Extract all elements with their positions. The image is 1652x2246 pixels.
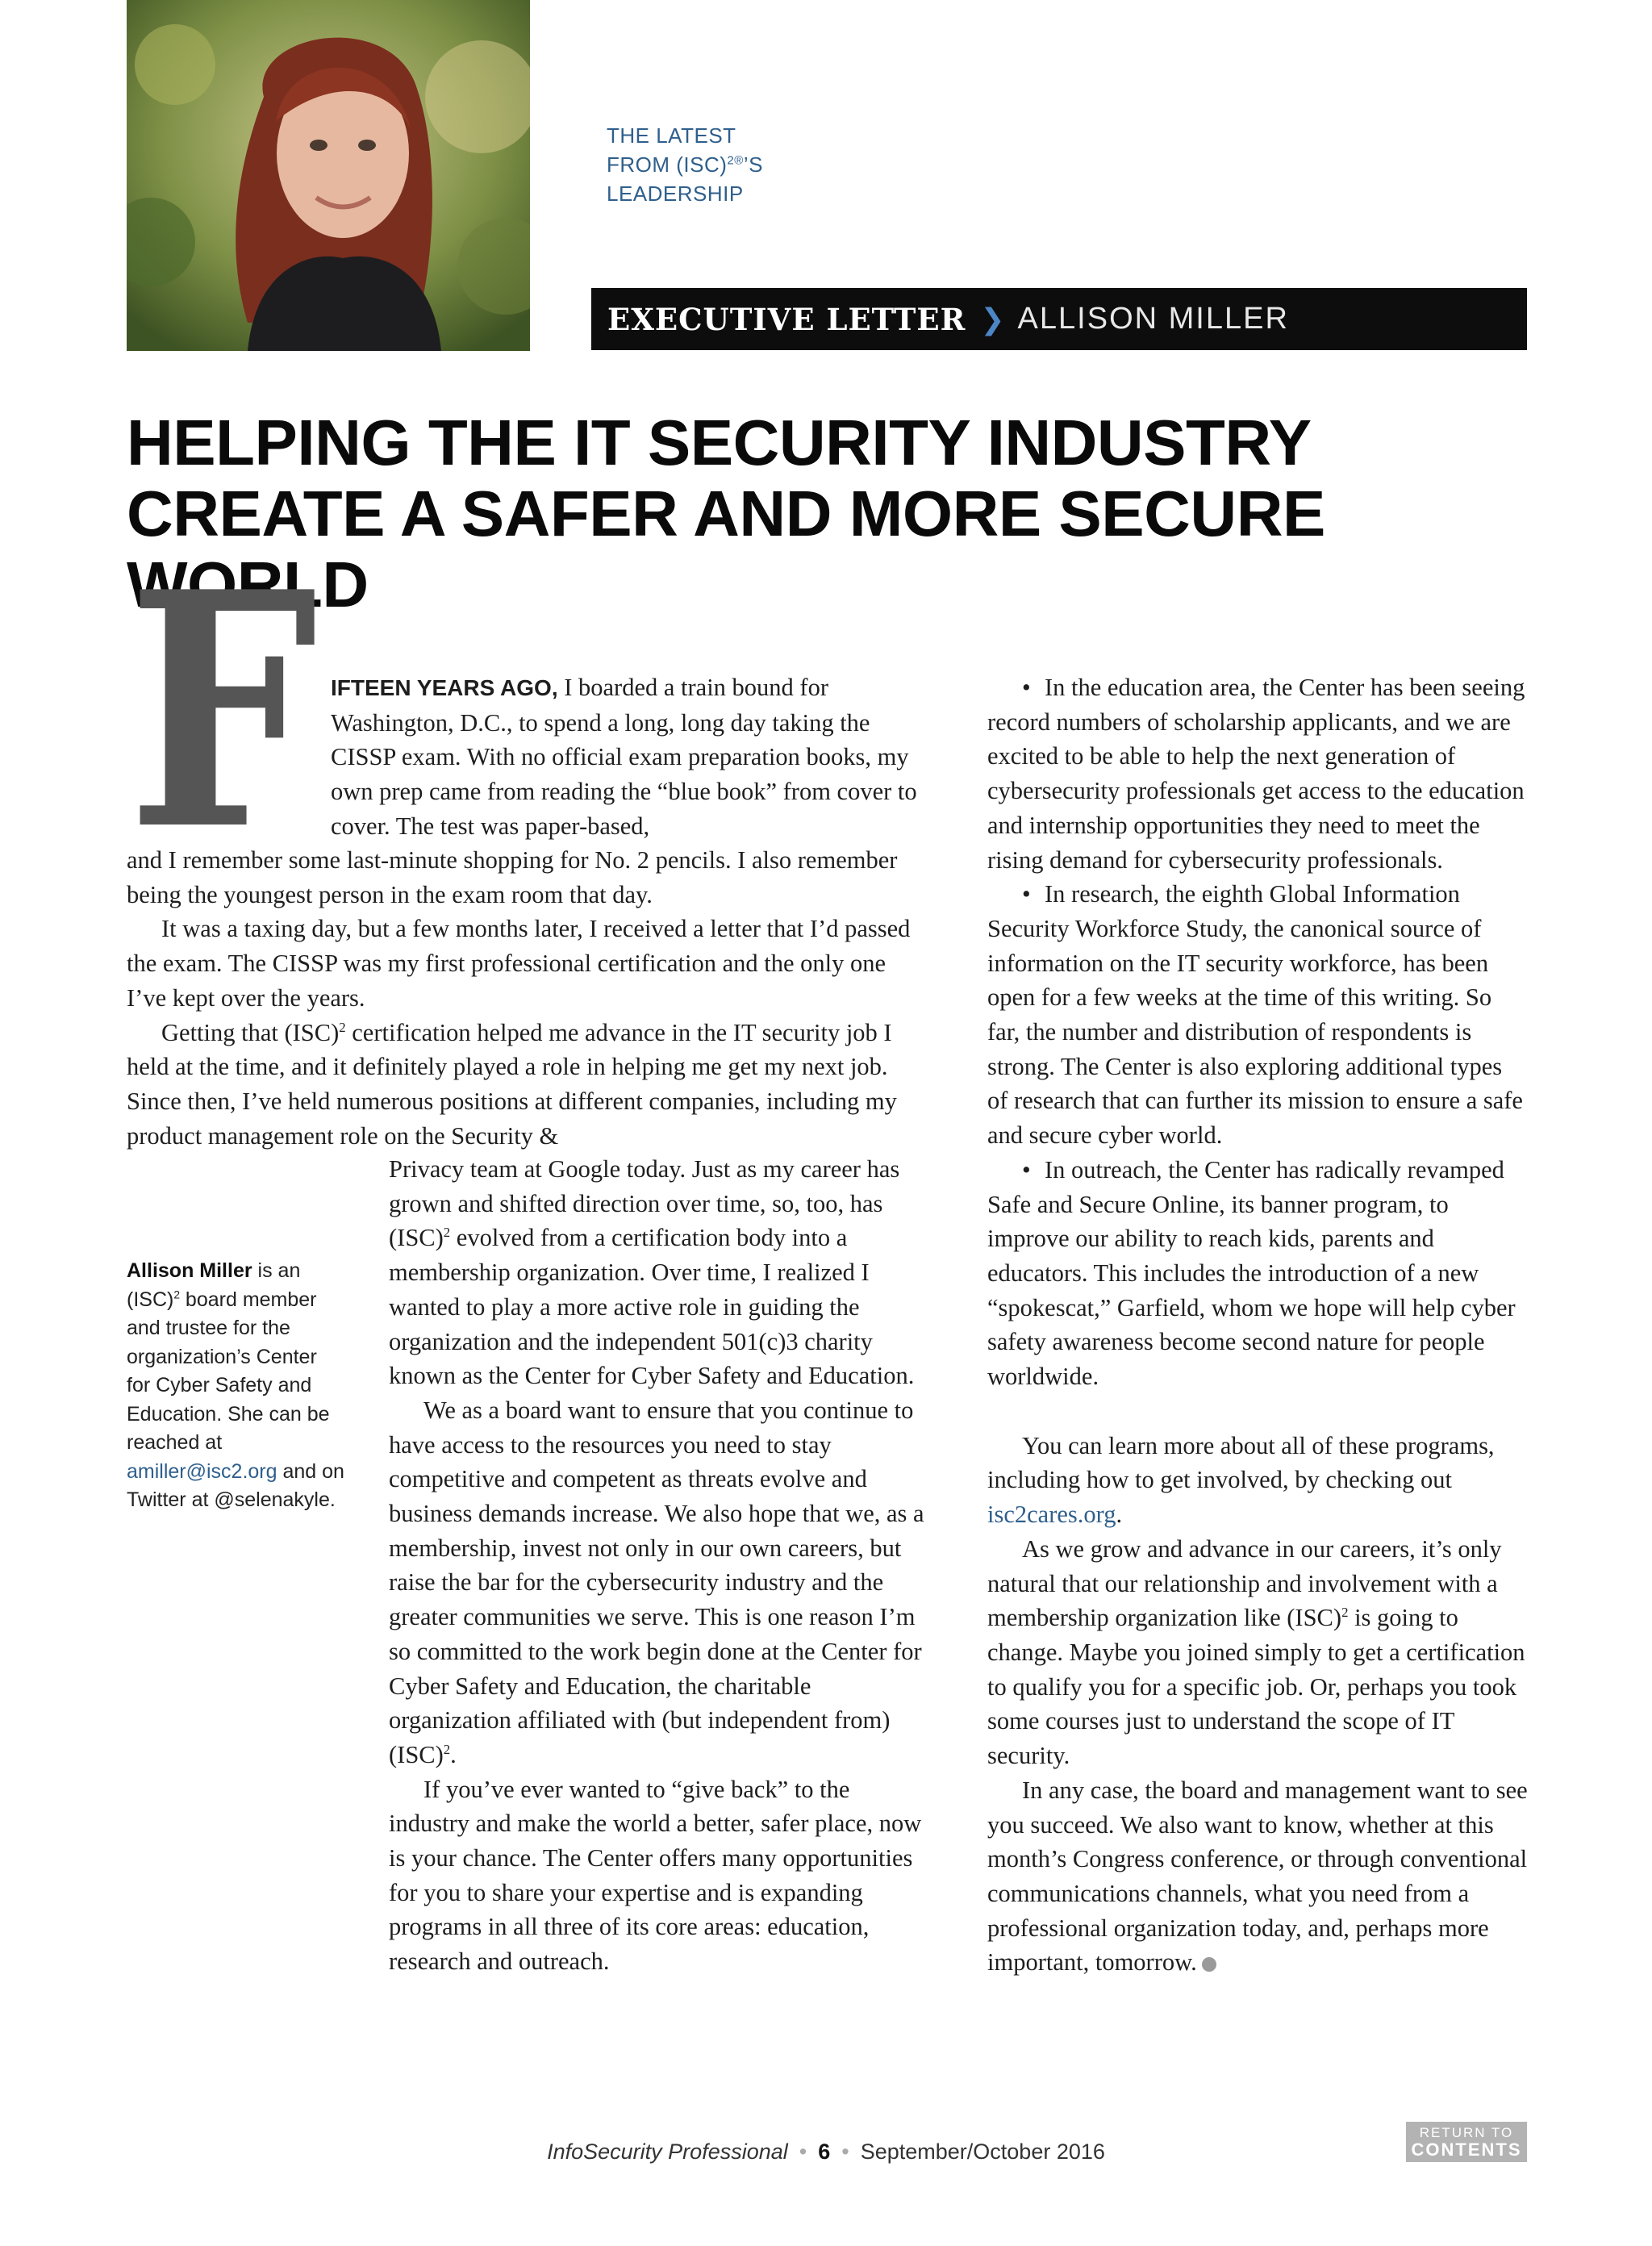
- paragraph-1-end: and I remember some last-minute shopping for No. 2 pencils. I also remember being the youngest person in the exam room that day.: [127, 846, 898, 908]
- paragraph-2: It was a taxing day, but a few months later, I received a letter that I’d passed the exam. The CISSP was my first professional certification and the only one I’ve kept over the years.: [127, 915, 911, 1012]
- learn-more-end: .: [1116, 1501, 1123, 1529]
- bullet-research-text: In research, the eighth Global Information Security Workforce Study, the canonical source of information on the IT security workforce, has been open for a few weeks at the time of this writing. So far, the number and distribution of respondents is strong. The Center is also exploring additional types of research that can further its mission to ensure a safe and secure cyber world.: [987, 880, 1523, 1150]
- paragraph-3-cont-text-end: evolved from a certification body into a membership organization. Over time, I realized I wanted to play a more active role in guiding the organization and the independent 501(c)3 charity known as the Center for Cyber Safety and Education.: [389, 1224, 915, 1390]
- paragraph-learn-more: [987, 1429, 1528, 1532]
- article-column-2: [987, 670, 1528, 1980]
- contents-label: CONTENTS: [1411, 2139, 1522, 2160]
- paragraph-3: [127, 1016, 928, 1154]
- kicker-line-2-text: FROM (ISC): [607, 152, 728, 177]
- bullet-icon: •: [1022, 880, 1031, 908]
- bullet-icon: •: [1022, 1155, 1031, 1184]
- lead-in: IFTEEN YEARS AGO,: [331, 675, 558, 700]
- return-to-contents-button[interactable]: [1406, 2122, 1527, 2162]
- superscript: 2: [339, 1019, 346, 1035]
- author-bio: [127, 1257, 344, 1515]
- paragraph-spacer: [987, 1394, 1528, 1429]
- page-number: 6: [818, 2140, 831, 2164]
- paragraph-closing: [987, 1773, 1528, 1980]
- bullet-education-text: In the education area, the Center has been seeing record numbers of scholarship applicants, and we are excited to be able to help the next generation of cybersecurity professionals get access to the education and internship opportunities they need to meet the rising demand for cybersecurity professionals.: [987, 674, 1525, 874]
- superscript: 2: [173, 1288, 180, 1301]
- kicker-line-3: LEADERSHIP: [607, 182, 744, 206]
- grow-text-end: is going to change. Maybe you joined simply to get a certification to qualify you for a specific job. Or, perhaps you took some courses just to understand the scope of IT security.: [987, 1604, 1525, 1770]
- author-email-link[interactable]: amiller@isc2.org: [127, 1459, 277, 1483]
- issue-date: September/October 2016: [860, 2140, 1105, 2164]
- bullet-research: [987, 877, 1528, 1153]
- page-title: [127, 407, 1579, 620]
- paragraph-4-text: We as a board want to ensure that you continue to have access to the resources you need to stay competitive and competent as threats evolve and business demands increase. We also hope that we, as a membership, invest not only in our own careers, but raise the bar for the cybersecurity industry and the greater communities we serve. This is one reason I’m so committed to the work begin done at the Center for Cyber Safety and Education, the charitable organization affiliated with (but independent from) (ISC): [389, 1396, 924, 1768]
- bio-text-cont: board member and trustee for the organization’s Center for Cyber Safety and Education. She can be reached at: [127, 1288, 330, 1454]
- paragraph-4: [389, 1393, 928, 1772]
- paragraph-3-cont-text: Privacy team at Google today. Just as my career has grown and shifted direction over time, so, too, has (ISC): [389, 1155, 900, 1252]
- kicker-line-2-suffix: ’S: [743, 152, 763, 177]
- footer-separator: •: [841, 2140, 849, 2164]
- paragraph-3-text: Getting that (ISC): [161, 1018, 340, 1046]
- kicker-superscript: 2®: [727, 153, 744, 168]
- paragraph-grow: [987, 1532, 1528, 1773]
- chevron-right-icon: ❯: [980, 302, 1005, 336]
- article-column-1-bottom: [389, 1152, 928, 1979]
- bullet-outreach: [987, 1153, 1528, 1394]
- author-photo: [127, 0, 530, 351]
- bullet-outreach-text: In outreach, the Center has radically revamped Safe and Secure Online, its banner program, to improve our ability to reach kids, parents and educators. This includes the introduction of a new “spokescat,” Garfield, whom we hope will help cyber safety awareness become second nature for people worldwide.: [987, 1155, 1516, 1391]
- paragraph-1-text: I boarded a train bound for Washington, D.C., to spend a long, long day taking the CISSP exam. With no official exam preparation books, my own prep came from reading the “blue book” from cover to cover. The test was paper-based,: [331, 674, 917, 840]
- drop-cap-letter: F: [127, 582, 318, 833]
- superscript: 2: [443, 1225, 451, 1241]
- paragraph-3-text-end: certification helped me advance in the IT security job I held at the time, and it definitely played a role in helping me get my next job. Since then, I’ve held numerous positions at different companies, including my product management role on the Security &: [127, 1018, 897, 1150]
- drop-cap: [127, 582, 318, 833]
- banner-label: EXECUTIVE LETTER: [607, 301, 966, 337]
- headline-line-2: CREATE A SAFER AND MORE SECURE WORLD: [127, 478, 1325, 620]
- paragraph-5: If you’ve ever wanted to “give back” to the industry and make the world a better, safer place, now is your chance. The Center offers many opportunities for you to share your expertise and is expanding programs in all three of its core areas: education, research and outreach.: [389, 1775, 922, 1976]
- superscript: 2: [1341, 1605, 1349, 1621]
- kicker-line-2: [607, 150, 849, 179]
- bullet-icon: •: [1022, 674, 1031, 701]
- section-banner: [591, 288, 1527, 350]
- bio-text: is an (ISC): [127, 1259, 301, 1311]
- paragraph-1-start: [331, 670, 928, 844]
- paragraph-3-continued: [389, 1152, 928, 1393]
- return-to-label: RETURN TO: [1419, 2124, 1514, 2140]
- author-portrait-image: [127, 0, 530, 351]
- article-column-1-middle: [127, 843, 928, 1153]
- article-column-1-top: [331, 670, 928, 844]
- learn-more-text: You can learn more about all of these programs, including how to get involved, by checking out: [987, 1431, 1495, 1494]
- headline-line-1: HELPING THE IT SECURITY INDUSTRY: [127, 407, 1312, 478]
- banner-author: ALLISON MILLER: [1017, 302, 1289, 336]
- bio-text-end: and on Twitter at @selenakyle.: [127, 1459, 344, 1511]
- author-name: Allison Miller: [127, 1259, 252, 1282]
- footer-separator: •: [799, 2140, 807, 2164]
- isc2cares-link[interactable]: isc2cares.org: [987, 1501, 1116, 1529]
- page-footer: [0, 2140, 1652, 2165]
- section-kicker: [607, 121, 849, 208]
- closing-text: In any case, the board and management want to see you succeed. We also want to know, whether at this month’s Congress conference, or through conventional communications channels, what you need from a professional organization today, and, perhaps more important, tomorrow.: [987, 1776, 1528, 1977]
- grow-text: As we grow and advance in our careers, it’s only natural that our relationship and involvement with a membership organization like (ISC): [987, 1534, 1502, 1632]
- superscript: 2: [443, 1741, 451, 1757]
- publication-name: InfoSecurity Professional: [547, 2140, 788, 2164]
- paragraph-4-text-end: .: [450, 1740, 457, 1768]
- end-mark-icon: [1202, 1957, 1216, 1972]
- kicker-line-1: THE LATEST: [607, 123, 736, 148]
- bullet-education: [987, 670, 1528, 877]
